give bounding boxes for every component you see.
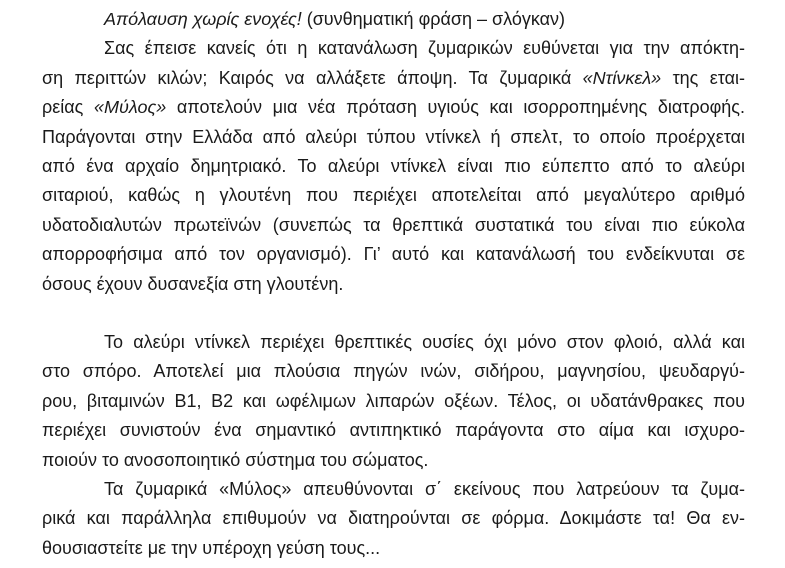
text-segment: σιταριού, καθώς η γλουτένη που περιέχει αποτελείται από μεγαλύτερο αριθμό xyxy=(42,185,745,206)
text-line xyxy=(42,446,745,475)
text-line xyxy=(42,240,745,269)
text-segment: της εται- xyxy=(661,67,745,88)
text-line xyxy=(42,5,745,34)
text-line xyxy=(42,328,745,357)
text-segment: περιέχει συνιστούν ένα σημαντικό αντιπηκτικό παράγοντα στο αίμα και ισχυρο- xyxy=(42,420,745,441)
text-segment-italic: «Ντίνκελ» xyxy=(582,67,662,88)
text-line xyxy=(42,475,745,504)
text-segment: ρου, βιταμινών Β1, Β2 και ωφέλιμων λιπαρών οξέων. Τέλος, οι υδατάνθρακες που xyxy=(42,390,745,411)
text-line xyxy=(42,534,745,563)
text-line xyxy=(42,93,745,122)
text-segment: αποτελούν μια νέα πρόταση υγιούς και ισορροπημένης διατροφής. xyxy=(166,97,745,118)
text-segment-italic: «Μύλος» xyxy=(93,97,167,118)
text-segment: υδατοδιαλυτών πρωτεϊνών (συνεπώς τα θρεπτικά συστατικά του είναι πιο εύκολα xyxy=(42,214,745,235)
document-text xyxy=(42,5,745,563)
text-segment: θουσιαστείτε με την υπέροχη γεύση τους... xyxy=(42,537,381,558)
text-segment: Παράγονται στην Ελλάδα από αλεύρι τύπου ντίνκελ ή σπελτ, το οποίο προέρχεται xyxy=(42,126,745,147)
text-segment: Τα ζυμαρικά «Μύλος» απευθύνονται σ΄ εκείνους που λατρεύουν τα ζυμα- xyxy=(104,479,745,500)
text-segment: (συνθηματική φράση – σλόγκαν) xyxy=(301,9,566,29)
text-line xyxy=(42,181,745,210)
text-segment: όσους έχουν δυσανεξία στη γλουτένη. xyxy=(42,273,344,294)
text-segment: ποιούν το ανοσοποιητικό σύστημα του σώματος. xyxy=(42,449,429,470)
text-line xyxy=(42,152,745,181)
text-segment: Το αλεύρι ντίνκελ περιέχει θρεπτικές ουσίες όχι μόνο στον φλοιό, αλλά και xyxy=(104,332,745,353)
text-line xyxy=(42,34,745,63)
text-segment: Σας έπεισε κανείς ότι η κατανάλωση ζυμαρικών ευθύνεται για την απόκτη- xyxy=(104,38,745,59)
paragraph-gap xyxy=(42,299,745,328)
text-segment: από ένα αρχαίο δημητριακό. Το αλεύρι ντίνκελ είναι πιο εύπεπτο από το αλεύρι xyxy=(42,155,745,176)
text-line xyxy=(42,211,745,240)
text-line xyxy=(42,504,745,533)
text-line xyxy=(42,416,745,445)
text-segment-italic: Απόλαυση χωρίς ενοχές! xyxy=(104,9,302,29)
text-line xyxy=(42,270,745,299)
text-segment: ση περιττών κιλών; Καιρός να αλλάξετε άποψη. Τα ζυμαρικά xyxy=(42,67,583,88)
text-segment: στο σπόρο. Αποτελεί μια πλούσια πηγών ινών, σιδήρου, μαγνησίου, ψευδαργύ- xyxy=(42,361,745,382)
text-segment: ρικά και παράλληλα επιθυμούν να διατηρούνται σε φόρμα. Δοκιμάστε τα! Θα εν- xyxy=(42,508,745,529)
text-line xyxy=(42,387,745,416)
text-segment: ρείας xyxy=(42,97,94,118)
text-segment: απορροφήσιμα από τον οργανισμό). Γι’ αυτό και κατανάλωσή του ενδείκνυται σε xyxy=(42,244,745,265)
text-line xyxy=(42,357,745,386)
text-line xyxy=(42,64,745,93)
text-line xyxy=(42,123,745,152)
